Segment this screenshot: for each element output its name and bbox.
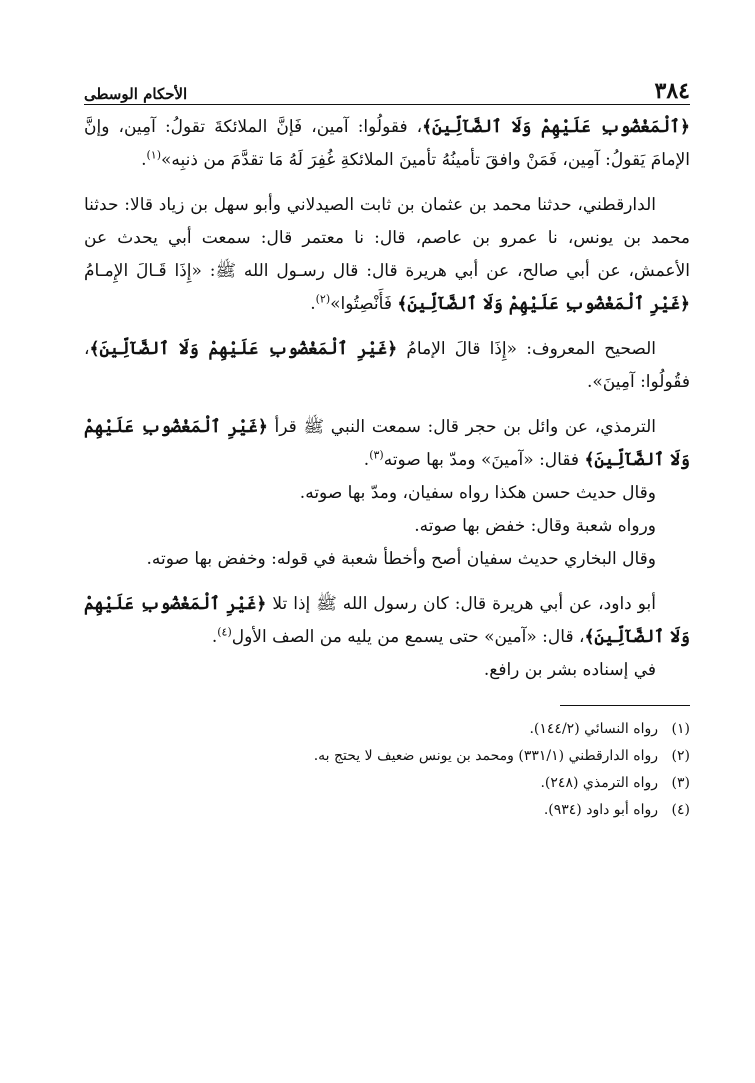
quran-verse: ﴿ٱلْمَغْضُوبِ عَلَيْهِمْ وَلَا ٱلضَّآلِّينَ﴾ (422, 117, 690, 137)
running-title: الأحكام الوسطى (84, 85, 188, 103)
paragraph-text: وقال حديث حسن هكذا رواه سفيان، ومدّ بها صوته. (299, 483, 656, 503)
paragraph-isnad (84, 654, 690, 687)
footnote (84, 797, 690, 824)
paragraph-text: وقال البخاري حديث سفيان أصح وأخطأ شعبة في قوله: وخفض بها صوته. (146, 549, 656, 569)
footnotes (84, 716, 690, 824)
paragraph-abu-dawud (84, 588, 690, 654)
paragraph-text: ، قال: «آمين» حتى يسمع من يليه من الصف الأول (231, 627, 585, 647)
paragraph-text: فَأَنْصِتُوا» (330, 294, 398, 314)
footnote (84, 743, 690, 770)
footnote-number: (٢) (671, 748, 690, 764)
paragraph-sahih (84, 333, 690, 399)
paragraph-text: الصحيح المعروف: «إِذَا قالَ الإمامُ (397, 339, 656, 359)
footnote-text: رواه الدارقطني (٣٣١/١) ومحمد بن يونس ضعيف لا يحتج به. (313, 748, 658, 764)
footnote-number: (١) (671, 721, 690, 737)
paragraph-text: . (141, 150, 147, 170)
paragraph-text: . (211, 627, 218, 647)
quran-verse: ﴿غَيْرِ ٱلْمَغْضُوبِ عَلَيْهِمْ وَلَا ٱلضَّآلِّينَ﴾ (84, 594, 690, 647)
footnote-text: رواه أبو داود (٩٣٤). (543, 802, 658, 818)
paragraph-text: في إسناده بشر بن رافع. (483, 660, 656, 680)
paragraph-text: . (363, 450, 370, 470)
paragraph-text: أبو داود، عن أبي هريرة قال: كان رسول الله ﷺ إذا تلا (266, 594, 656, 614)
paragraph-hasan (84, 477, 690, 510)
quran-verse: ﴿غَيْرِ ٱلْمَغْضُوبِ عَلَيْهِمْ وَلَا ٱلضَّآلِّينَ﴾ (397, 294, 690, 314)
quran-verse: ﴿غَيْرِ ٱلْمَغْضُوبِ عَلَيْهِمْ وَلَا ٱلضَّآلِّينَ﴾ (89, 339, 398, 359)
paragraph-text: الترمذي، عن وائل بن حجر قال: سمعت النبي ﷺ قرأ (267, 417, 656, 437)
quran-verse: ﴿غَيْرِ ٱلْمَغْضُوبِ عَلَيْهِمْ وَلَا ٱلضَّآلِّينَ﴾ (84, 417, 690, 470)
paragraph-text: ورواه شعبة وقال: خفض بها صوته. (414, 516, 656, 536)
footnote-reference: (٢) (315, 292, 331, 306)
paragraph-shuba (84, 510, 690, 543)
footnote (84, 770, 690, 797)
footnote-reference: (٣) (369, 448, 384, 462)
main-text (84, 111, 690, 687)
paragraph-daraqutni (84, 189, 690, 321)
page-header (84, 72, 690, 105)
paragraph-text: . (310, 294, 316, 314)
paragraph-text: الدارقطني، حدثنا محمد بن عثمان بن ثابت الصيدلاني وأبو سهل بن زياد قالا: حدثنا محمد بن يونس، نا عمرو بن عاصم، قال: نا معتمر قال: سمعت أبي يحدث عن الأعمش، عن أبي صالح، عن أبي هريرة قال: قال رسـول الله ﷺ: «إِذَا قَـالَ الإِمـامُ (84, 195, 690, 281)
footnote-text: رواه الترمذي (٢٤٨). (540, 775, 658, 791)
page-number: ٣٨٤ (654, 78, 690, 104)
footnote (84, 716, 690, 743)
paragraph-tirmidhi (84, 411, 690, 477)
footnote-divider (560, 705, 690, 706)
paragraph-text: ، فقُولُوا: آمِينَ». (84, 339, 690, 392)
paragraph-bukhari (84, 543, 690, 576)
footnote-number: (٣) (671, 775, 690, 791)
footnote-text: رواه النسائي (١٤٤/٢). (529, 721, 658, 737)
paragraph-continuation (84, 111, 690, 177)
book-page (84, 72, 690, 824)
footnote-reference: (٤) (217, 625, 232, 639)
footnote-reference: (١) (146, 148, 161, 162)
paragraph-text: فقال: «آمينَ» ومدّ بها صوته (383, 450, 585, 470)
footnote-number: (٤) (671, 802, 690, 818)
paragraph-text: ، فقولُوا: آمين، فَإنَّ الملائكةَ تقولُ: آمِين، وإنَّ الإمامَ يَقولُ: آمِين، فَمَنْ وافقَ تأمينُهُ تأمينَ الملائكةِ غُفِرَ لَهُ مَا تقدَّمَ من ذنبِه» (84, 117, 690, 170)
